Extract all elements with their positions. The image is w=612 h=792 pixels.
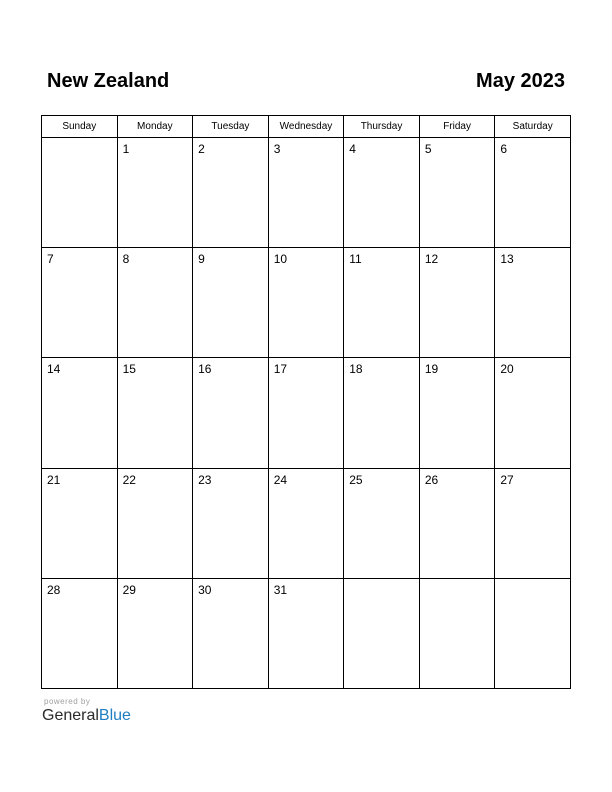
day-cell xyxy=(193,578,269,688)
day-cell xyxy=(419,248,495,358)
day-number: 7 xyxy=(47,252,54,267)
weekday-header-saturday: Saturday xyxy=(495,116,571,138)
week-row xyxy=(42,248,571,358)
day-cell xyxy=(495,468,571,578)
footer-branding xyxy=(42,697,131,725)
day-cell xyxy=(344,578,420,688)
day-cell xyxy=(344,468,420,578)
day-cell xyxy=(42,578,118,688)
country-title: New Zealand xyxy=(47,70,170,92)
day-number: 30 xyxy=(198,582,212,597)
day-cell xyxy=(419,468,495,578)
day-number: 11 xyxy=(349,252,362,267)
day-number: 25 xyxy=(349,472,363,487)
day-cell xyxy=(42,138,118,248)
day-cell xyxy=(419,578,495,688)
day-number: 19 xyxy=(424,362,439,377)
day-number: 21 xyxy=(47,472,61,487)
day-number: 17 xyxy=(273,362,288,377)
day-number: 2 xyxy=(198,142,205,156)
day-number: 6 xyxy=(500,142,508,156)
day-cell xyxy=(268,578,344,688)
day-number: 18 xyxy=(349,362,363,377)
day-number xyxy=(344,579,419,583)
day-cell xyxy=(344,358,420,468)
day-cell xyxy=(117,578,193,688)
logo-text-general: General xyxy=(42,707,99,724)
day-cell xyxy=(495,578,571,688)
day-number: 26 xyxy=(424,472,439,487)
week-row xyxy=(42,358,571,468)
day-cell xyxy=(495,138,571,248)
day-cell xyxy=(193,138,269,248)
day-cell xyxy=(419,358,495,468)
day-cell xyxy=(117,358,193,468)
day-number: 9 xyxy=(198,252,205,267)
day-number: 15 xyxy=(122,362,136,377)
calendar-header xyxy=(41,70,570,98)
day-cell xyxy=(268,248,344,358)
day-number xyxy=(420,579,495,583)
day-number: 5 xyxy=(424,142,432,156)
day-cell xyxy=(419,138,495,248)
weekday-header-thursday: Thursday xyxy=(344,116,420,138)
weekday-header-row xyxy=(42,116,571,138)
day-number: 8 xyxy=(122,252,130,267)
day-cell xyxy=(495,248,571,358)
weekday-header-monday: Monday xyxy=(117,116,193,138)
day-cell xyxy=(193,358,269,468)
day-number: 4 xyxy=(349,142,356,156)
day-cell xyxy=(42,358,118,468)
day-number: 10 xyxy=(273,252,288,267)
day-number: 22 xyxy=(122,472,136,487)
weekday-header-tuesday: Tuesday xyxy=(193,116,269,138)
powered-by-text: powered by xyxy=(44,697,91,706)
week-row xyxy=(42,578,571,688)
day-number: 20 xyxy=(500,362,514,377)
day-number: 28 xyxy=(47,582,61,597)
weekday-header-sunday: Sunday xyxy=(42,116,118,138)
week-row xyxy=(42,138,571,248)
day-cell xyxy=(268,468,344,578)
day-cell xyxy=(117,248,193,358)
day-cell xyxy=(117,138,193,248)
logo-text-blue: Blue xyxy=(98,707,131,724)
calendar-grid xyxy=(41,115,571,689)
day-cell xyxy=(268,358,344,468)
day-number: 31 xyxy=(273,582,288,597)
day-number: 29 xyxy=(122,582,136,597)
day-number: 24 xyxy=(273,472,288,487)
week-row xyxy=(42,468,571,578)
month-year-title: May 2023 xyxy=(476,70,565,92)
day-number: 16 xyxy=(198,362,212,377)
day-number xyxy=(42,138,117,142)
day-number: 1 xyxy=(122,142,130,156)
weekday-header-wednesday: Wednesday xyxy=(268,116,344,138)
weekday-header-friday: Friday xyxy=(419,116,495,138)
day-cell xyxy=(193,248,269,358)
day-cell xyxy=(42,468,118,578)
day-number: 27 xyxy=(500,472,514,487)
day-number: 13 xyxy=(500,252,514,267)
day-cell xyxy=(193,468,269,578)
day-number: 3 xyxy=(273,142,281,156)
day-number: 14 xyxy=(47,362,61,377)
day-number xyxy=(495,579,570,583)
generalblue-logo[interactable] xyxy=(42,707,131,725)
day-cell xyxy=(42,248,118,358)
day-cell xyxy=(495,358,571,468)
day-cell xyxy=(344,248,420,358)
day-number: 23 xyxy=(198,472,212,487)
day-cell xyxy=(344,138,420,248)
day-number: 12 xyxy=(424,252,439,267)
day-cell xyxy=(117,468,193,578)
day-cell xyxy=(268,138,344,248)
